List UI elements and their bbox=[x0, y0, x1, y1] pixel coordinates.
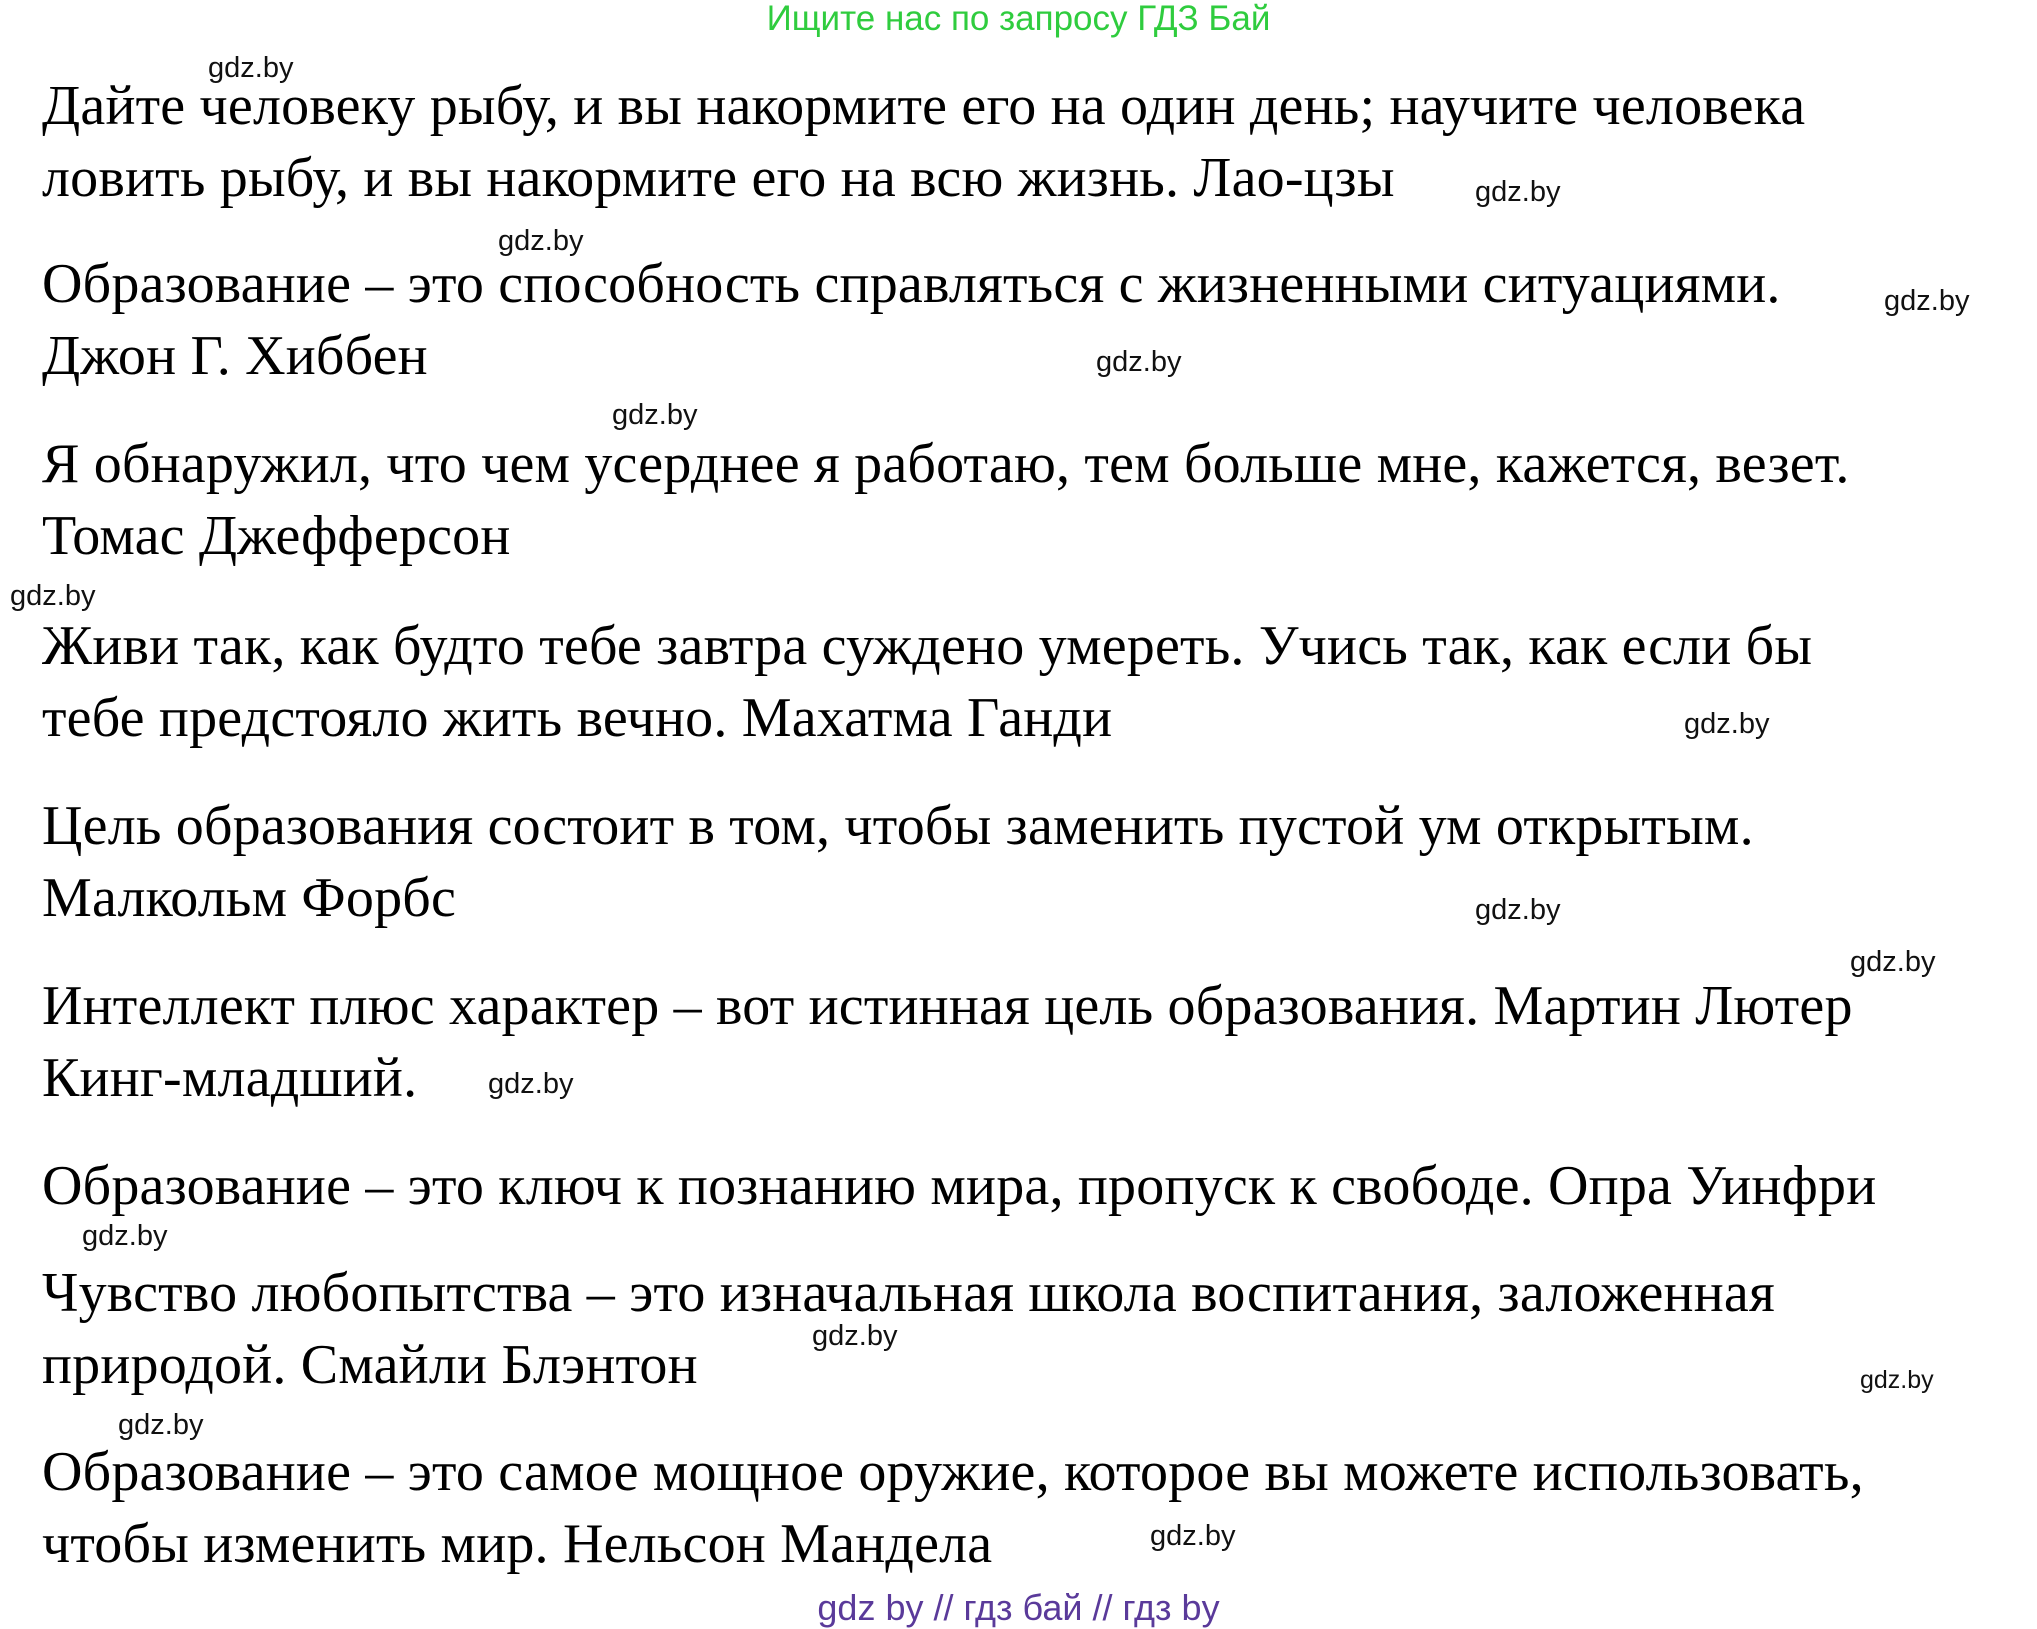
quote-line: Цель образования состоит в том, чтобы заменить пустой ум открытым. bbox=[42, 795, 1754, 857]
quote-winfrey bbox=[42, 1150, 1992, 1222]
watermark: gdz.by bbox=[498, 225, 584, 257]
quote-line: Я обнаружил, что чем усерднее я работаю, тем больше мне, кажется, везет. bbox=[42, 433, 1850, 495]
quote-hibben bbox=[42, 248, 1992, 392]
quote-line: Томас Джефферсон bbox=[42, 505, 511, 567]
footer-links bbox=[0, 1588, 2037, 1628]
quote-mandela bbox=[42, 1436, 1992, 1580]
quote-lao-tzu bbox=[42, 70, 1992, 214]
footer-separator: // bbox=[1092, 1587, 1113, 1628]
watermark: gdz.by bbox=[1096, 346, 1182, 378]
quote-line: Интеллект плюс характер – вот истинная цель образования. Мартин Лютер bbox=[42, 975, 1853, 1037]
quote-line: Образование – это самое мощное оружие, которое вы можете использовать, bbox=[42, 1441, 1864, 1503]
footer-link-gdz-by[interactable]: gdz by bbox=[817, 1587, 924, 1628]
watermark: gdz.by bbox=[82, 1220, 168, 1252]
watermark: gdz.by bbox=[208, 52, 294, 84]
quote-jefferson bbox=[42, 428, 1992, 572]
quote-line: чтобы изменить мир. Нельсон Мандела bbox=[42, 1513, 993, 1575]
watermark: gdz.by bbox=[488, 1068, 574, 1100]
quote-line: тебе предстояло жить вечно. Махатма Ганди bbox=[42, 687, 1113, 749]
watermark: gdz.by bbox=[118, 1409, 204, 1441]
watermark: gdz.by bbox=[1150, 1520, 1236, 1552]
watermark: gdz.by bbox=[1850, 946, 1936, 978]
quote-line: ловить рыбу, и вы накормите его на всю жизнь. Лао-цзы bbox=[42, 147, 1395, 209]
watermark: gdz.by bbox=[1860, 1366, 1934, 1394]
quote-line: Образование – это ключ к познанию мира, пропуск к свободе. Опра Уинфри bbox=[42, 1155, 1877, 1217]
quote-line: Кинг-младший. bbox=[42, 1047, 418, 1109]
watermark: gdz.by bbox=[1684, 708, 1770, 740]
quote-blanton bbox=[42, 1257, 1992, 1401]
quote-line: природой. Смайли Блэнтон bbox=[42, 1334, 698, 1396]
quote-forbes bbox=[42, 790, 1992, 934]
footer-link-gdz-by-ru[interactable]: гдз by bbox=[1122, 1587, 1220, 1628]
watermark: gdz.by bbox=[612, 399, 698, 431]
quote-line: Дайте человеку рыбу, и вы накормите его на один день; научите человека bbox=[42, 75, 1806, 137]
watermark: gdz.by bbox=[1884, 285, 1970, 317]
top-banner[interactable]: Ищите нас по запросу ГДЗ Бай bbox=[766, 0, 1271, 38]
watermark: gdz.by bbox=[1475, 176, 1561, 208]
quote-line: Малкольм Форбс bbox=[42, 867, 457, 929]
quote-line: Образование – это способность справляться с жизненными ситуациями. bbox=[42, 253, 1781, 315]
watermark: gdz.by bbox=[812, 1320, 898, 1352]
watermark: gdz.by bbox=[10, 580, 96, 612]
quote-line: Чувство любопытства – это изначальная школа воспитания, заложенная bbox=[42, 1262, 1775, 1324]
watermark: gdz.by bbox=[1475, 894, 1561, 926]
footer-link-gdz-bai[interactable]: гдз бай bbox=[963, 1587, 1083, 1628]
quote-line: Джон Г. Хиббен bbox=[42, 325, 428, 387]
footer-separator: // bbox=[933, 1587, 954, 1628]
quote-king bbox=[42, 970, 1992, 1114]
quote-line: Живи так, как будто тебе завтра суждено умереть. Учись так, как если бы bbox=[42, 615, 1813, 677]
